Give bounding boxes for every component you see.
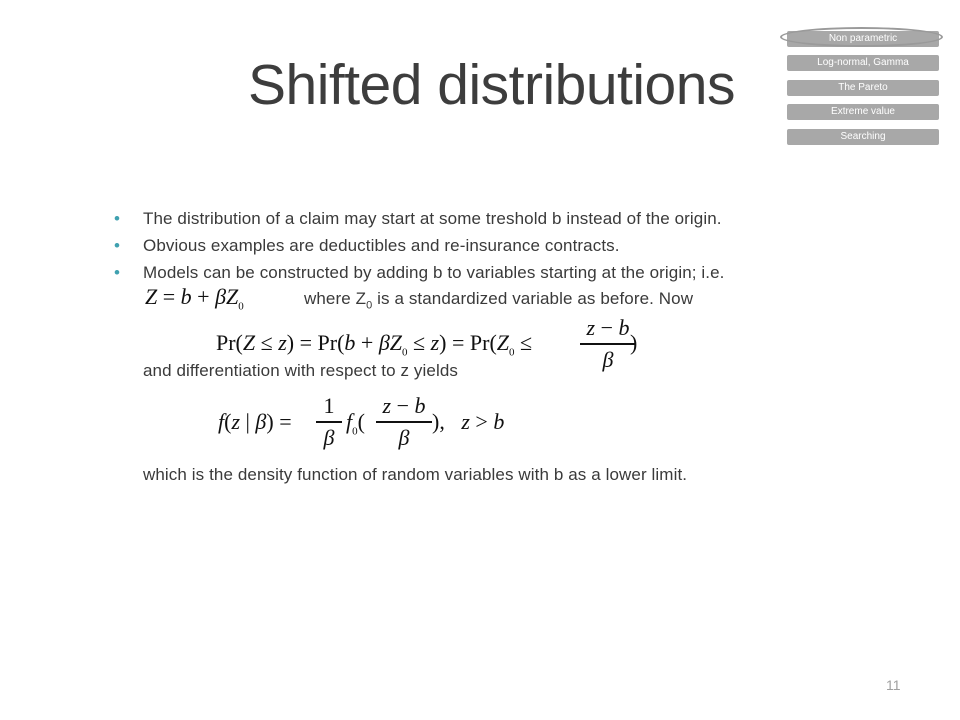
equation-density-lhs: f(z | β) = <box>218 409 292 434</box>
page-number: 11 <box>886 677 901 693</box>
where-text: where $Z_0$ is a standardized variable as before. Now <box>304 289 694 312</box>
nav-extreme-value-button[interactable]: Extreme value <box>787 104 939 120</box>
density-description-text: which is the density function of random variables with b as a lower limit. <box>143 465 688 484</box>
equation-density-f0: $f_0$( <box>346 409 365 438</box>
equation-density-condition: ), z > b <box>432 409 505 434</box>
slide-title: Shifted distributions <box>248 53 735 117</box>
bullet-text-models: Models can be constructed by adding b to variables starting at the origin; i.e. <box>143 263 725 282</box>
bullet-marker: • <box>114 209 120 228</box>
nav-pareto-button[interactable]: The Pareto <box>787 80 939 96</box>
bullet-marker: • <box>114 236 120 255</box>
nav-non-parametric-button[interactable]: Non parametric <box>787 31 939 47</box>
fraction-one-over-beta: 1 β <box>316 393 342 451</box>
bullet-text-examples: Obvious examples are deductibles and re-insurance contracts. <box>143 236 620 255</box>
bullet-text-threshold: The distribution of a claim may start at some treshold b instead of the origin. <box>143 209 722 228</box>
bullet-marker: • <box>114 263 120 282</box>
equation-probability: $Pr(Z \le z) = Pr(b + \beta Z_0 \le z) = Pr(Z_0$ ≤ <box>216 330 533 359</box>
differentiation-text: and differentiation with respect to z yields <box>143 361 458 380</box>
nav-log-normal-gamma-button[interactable]: Log-normal, Gamma <box>787 55 939 71</box>
equation-z-definition: $Z = b + \beta Z_0$ <box>145 284 244 313</box>
fraction-z-minus-b-over-beta-density: z − b β <box>376 393 432 451</box>
nav-searching-button[interactable]: Searching <box>787 129 939 145</box>
closing-paren: ) <box>630 330 638 355</box>
fraction-z-minus-b-over-beta: z − b β <box>580 315 636 373</box>
